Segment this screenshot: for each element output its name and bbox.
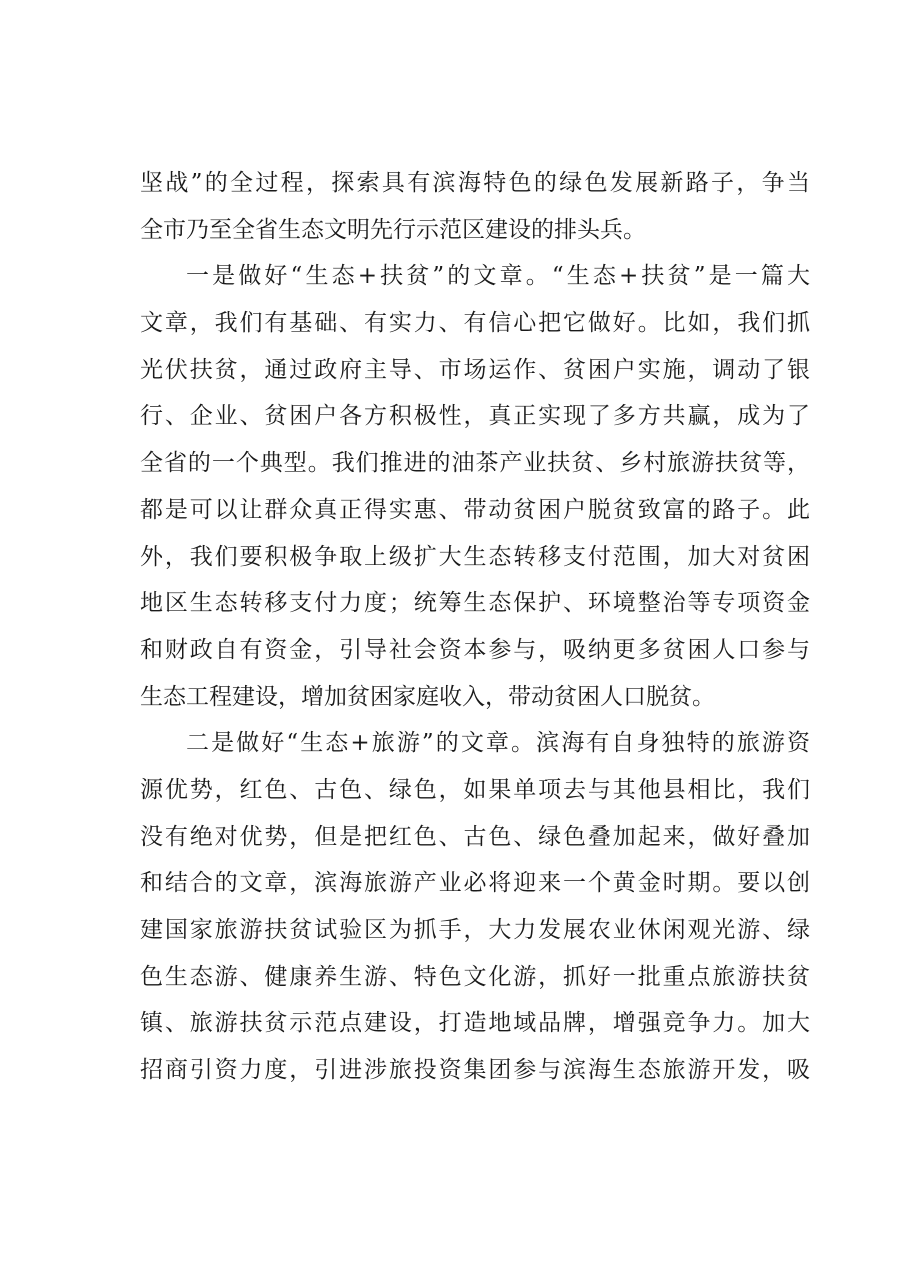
text-line: 生态工程建设，增加贫困家庭收入，带动贫困人口脱贫。 [140, 683, 715, 710]
text-line: 镇、旅游扶贫示范点建设，打造地域品牌，增强竞争力。加大 [140, 1010, 810, 1037]
text-line: 行、企业、贫困户各方积极性，真正实现了多方共赢，成为了 [140, 403, 810, 430]
text-line: 一是做好“生态+扶贫”的文章。“生态+扶贫”是一篇大 [186, 263, 810, 290]
text-line: 外，我们要积极争取上级扩大生态转移支付范围，加大对贫困 [140, 543, 810, 570]
text-line: 和结合的文章，滨海旅游产业必将迎来一个黄金时期。要以创 [140, 870, 810, 897]
text-line: 没有绝对优势，但是把红色、古色、绿色叠加起来，做好叠加 [140, 823, 810, 850]
text-line: 二是做好“生态+旅游”的文章。滨海有自身独特的旅游资 [186, 730, 810, 757]
text-line: 文章，我们有基础、有实力、有信心把它做好。比如，我们抓 [140, 310, 810, 337]
text-line: 色生态游、健康养生游、特色文化游，抓好一批重点旅游扶贫 [140, 963, 810, 990]
text-line: 全市乃至全省生态文明先行示范区建设的排头兵。 [140, 216, 646, 243]
text-line: 坚战”的全过程，探索具有滨海特色的绿色发展新路子，争当 [140, 170, 810, 196]
text-line: 建国家旅游扶贫试验区为抓手，大力发展农业休闲观光游、绿 [140, 917, 810, 943]
text-line: 全省的一个典型。我们推进的油茶产业扶贫、乡村旅游扶贫等， [140, 450, 810, 477]
text-line: 光伏扶贫，通过政府主导、市场运作、贫困户实施，调动了银 [140, 356, 810, 383]
body-text [140, 160, 810, 1094]
text-line: 地区生态转移支付力度；统筹生态保护、环境整治等专项资金 [140, 590, 810, 617]
text-line: 源优势，红色、古色、绿色，如果单项去与其他县相比，我们 [140, 776, 810, 803]
text-line: 招商引资力度，引进涉旅投资集团参与滨海生态旅游开发，吸 [140, 1057, 810, 1084]
text-line: 都是可以让群众真正得实惠、带动贫困户脱贫致富的路子。此 [140, 496, 810, 523]
text-line: 和财政自有资金，引导社会资本参与，吸纳更多贫困人口参与 [140, 636, 810, 663]
